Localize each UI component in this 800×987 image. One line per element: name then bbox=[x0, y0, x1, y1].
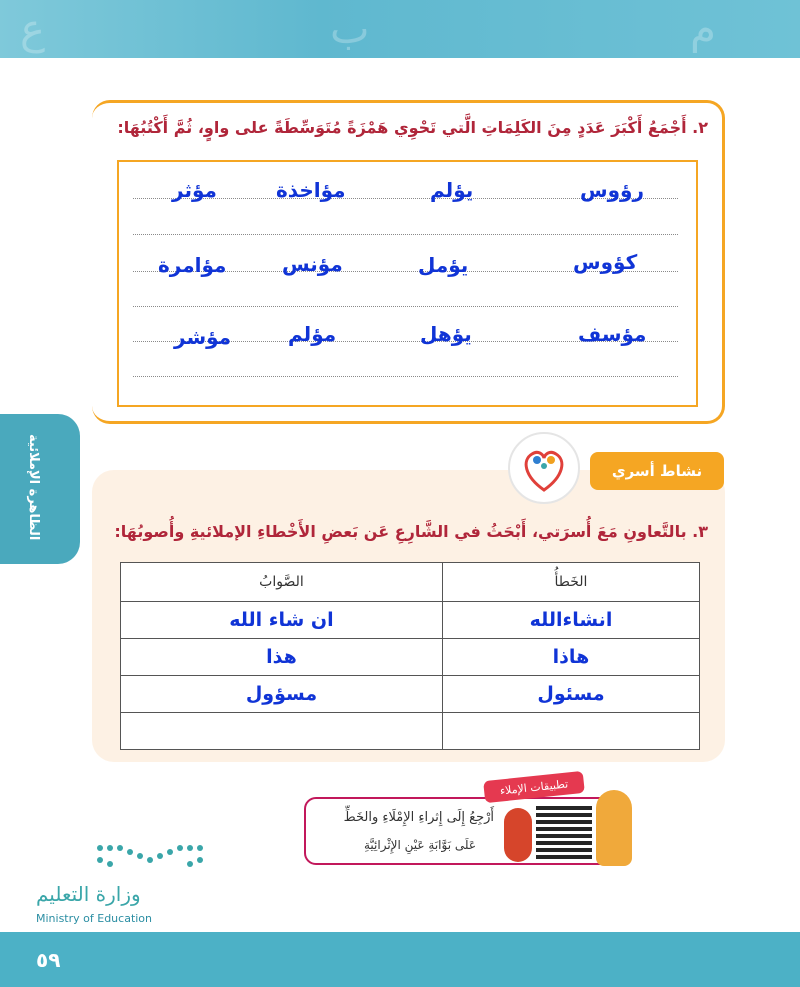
qr-code-icon[interactable] bbox=[536, 803, 592, 859]
dotted-line bbox=[133, 376, 678, 377]
cell-right: هذا bbox=[121, 639, 443, 676]
ministry-name-english: Ministry of Education bbox=[36, 912, 153, 925]
cell-right: ان شاء الله bbox=[121, 602, 443, 639]
cell-wrong: انشاءالله bbox=[442, 602, 699, 639]
dotted-line bbox=[133, 306, 678, 307]
header-wrong: الخَطأُ bbox=[442, 563, 699, 602]
side-tab-label: الظاهرة الإملائية bbox=[26, 434, 41, 541]
cell-wrong: مسئول bbox=[442, 676, 699, 713]
errors-table bbox=[120, 562, 700, 750]
cell-right: مسؤول bbox=[121, 676, 443, 713]
app-banner-line2: عَلَى بَوَّابَةِ عَيْنِ الإِثْرائِيَّةِ bbox=[363, 838, 476, 852]
family-activity-badge: نشاط أسري bbox=[590, 452, 724, 490]
cell-wrong bbox=[442, 713, 699, 750]
app-banner-line1: أَرْجِعُ إِلَى إِثراءِ الإِمْلَاءِ والخَطِّ bbox=[343, 810, 494, 825]
table-row bbox=[121, 602, 700, 639]
exercise-3-title: ٣. بالتَّعاونِ مَعَ أُسرَتي، أَبْحَثُ في الشَّارِعِ عَن بَعضِ الأَخْطاءِ الإملائيةِ وأُصوبُهَا: bbox=[114, 522, 708, 541]
table-row bbox=[121, 639, 700, 676]
cell-wrong: هاذا bbox=[442, 639, 699, 676]
written-word: كؤوس bbox=[573, 250, 638, 274]
footer-band bbox=[0, 932, 800, 987]
written-word: مؤاخذة bbox=[276, 178, 346, 202]
written-word: مؤثر bbox=[172, 178, 217, 202]
table-row bbox=[121, 676, 700, 713]
written-word: رؤوس bbox=[580, 178, 644, 202]
family-icon bbox=[508, 432, 580, 504]
cell-right bbox=[121, 713, 443, 750]
written-word: يؤلم bbox=[430, 178, 474, 202]
header-right: الصَّوابُ bbox=[121, 563, 443, 602]
exercise-2-title: ٢. أَجْمَعُ أَكْبَرَ عَدَدٍ مِنَ الكَلِمَاتِ الَّتي تَحْوِي هَمْزَةً مُتَوَسِّطَةً على واوٍ، ثُمَّ أَكْتُبُهَا: bbox=[117, 118, 708, 137]
written-word: مؤشر bbox=[174, 325, 232, 349]
table-header-row bbox=[121, 563, 700, 602]
written-word: مؤنس bbox=[282, 252, 343, 276]
app-tag: تطبيقات الإملاء bbox=[483, 771, 585, 803]
page-number: ٥٩ bbox=[36, 948, 61, 972]
ministry-name-arabic: وزارة التعليم bbox=[36, 882, 141, 906]
written-word: يؤمل bbox=[418, 253, 469, 277]
written-word: مؤامرة bbox=[158, 253, 227, 277]
written-word: يؤهل bbox=[420, 322, 472, 346]
chapter-side-tab bbox=[0, 414, 80, 564]
written-word: مؤسف bbox=[578, 322, 647, 346]
fox-mascot-icon bbox=[504, 808, 532, 862]
ministry-logo-icon bbox=[94, 840, 204, 870]
header-band bbox=[0, 0, 800, 58]
written-word: مؤلم bbox=[288, 322, 337, 346]
decor-letter: ع bbox=[20, 4, 46, 53]
table-row bbox=[121, 713, 700, 750]
boy-mascot-icon bbox=[596, 790, 632, 866]
decor-letter: م bbox=[690, 4, 717, 53]
decor-letter: ب bbox=[330, 4, 370, 53]
dotted-line bbox=[133, 234, 678, 235]
